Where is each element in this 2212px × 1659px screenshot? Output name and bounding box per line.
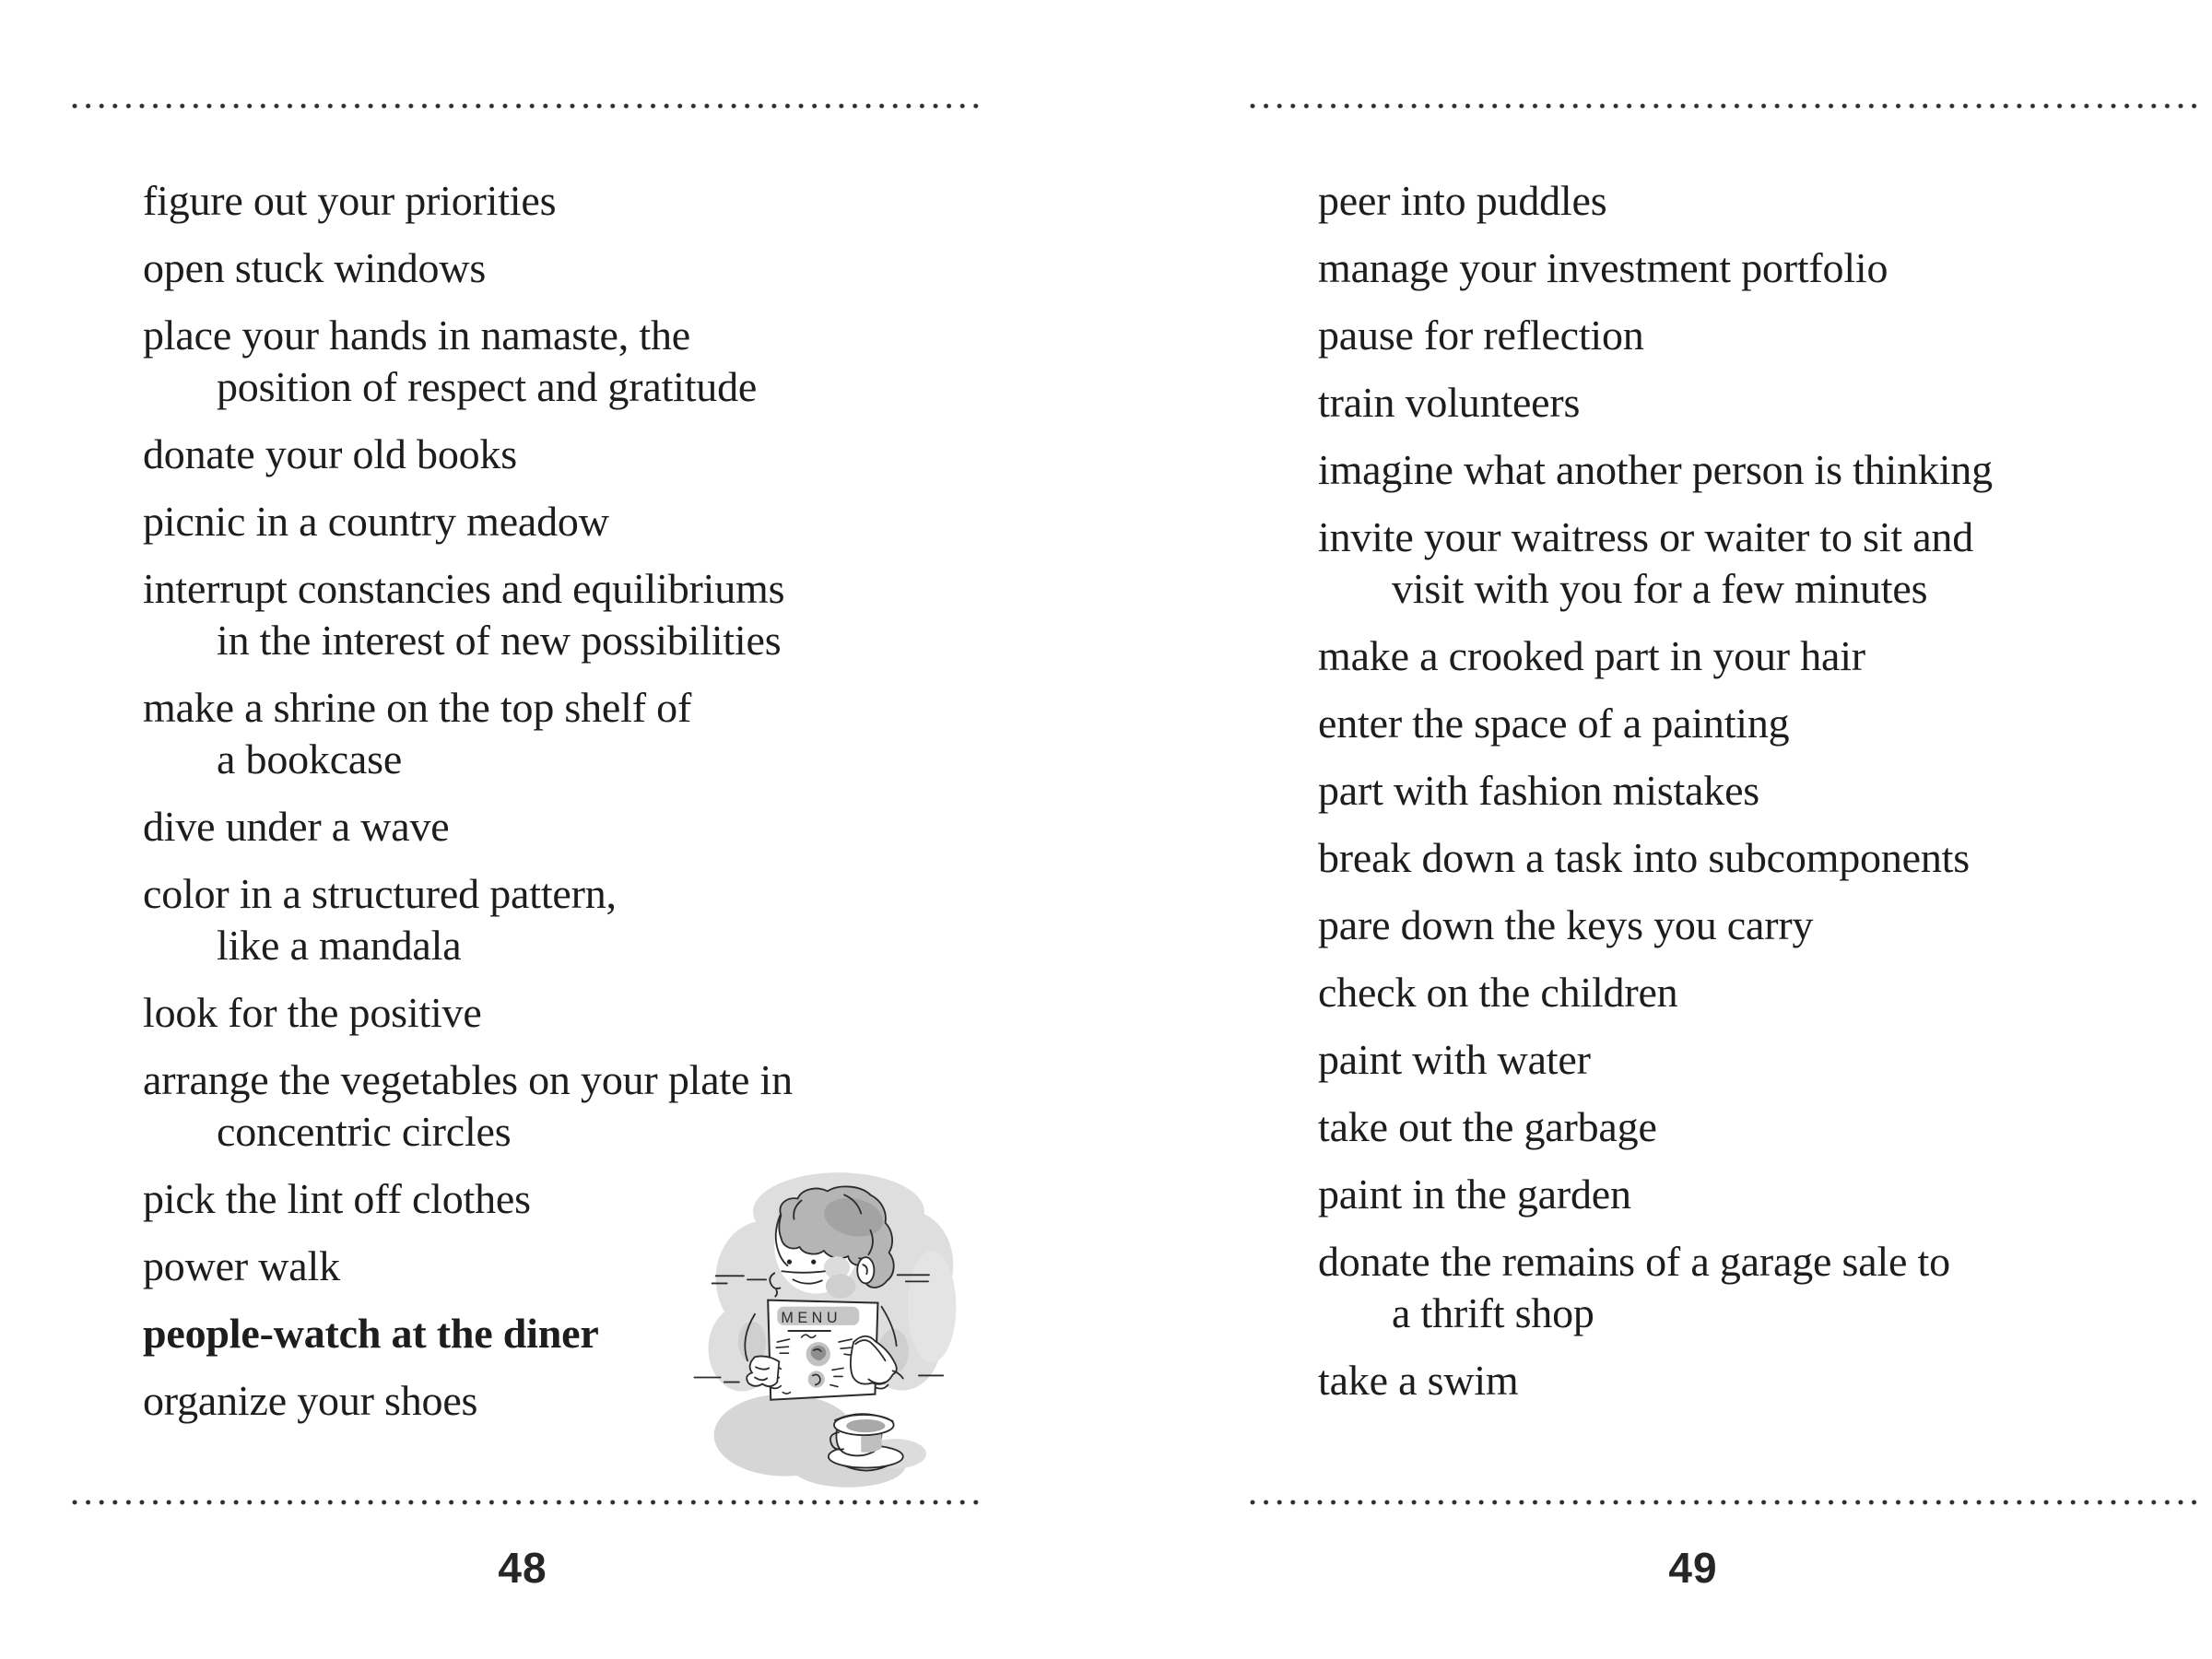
- item-line: make a shrine on the top shelf of: [143, 684, 692, 731]
- item-line: pause for reflection: [1318, 312, 1644, 359]
- item-line: dive under a wave: [143, 803, 450, 850]
- left-page-number: 48: [498, 1544, 547, 1592]
- item-line: invite your waitress or waiter to sit and: [1318, 513, 1974, 560]
- shadow-blobs: [714, 1394, 926, 1488]
- bottom-rule-right-page: [1250, 1500, 2199, 1505]
- right-page-number: 49: [1668, 1544, 1718, 1592]
- top-rule-right-page: [1250, 103, 2199, 109]
- item-line: check on the children: [1318, 969, 1678, 1016]
- list-item: [143, 1054, 1018, 1158]
- item-line: look for the positive: [143, 989, 482, 1036]
- list-item: [1318, 1101, 2212, 1153]
- item-line: take a swim: [1318, 1357, 1519, 1404]
- list-item: [1318, 1355, 2212, 1406]
- item-line: power walk: [143, 1242, 340, 1289]
- item-line: interrupt constancies and equilibriums: [143, 565, 785, 612]
- item-line: donate your old books: [143, 430, 517, 477]
- list-item: [143, 987, 1018, 1039]
- item-line-continuation: position of respect and gratitude: [217, 363, 758, 410]
- list-item: [143, 310, 1018, 413]
- item-line: organize your shoes: [143, 1377, 478, 1424]
- item-line: enter the space of a painting: [1318, 700, 1790, 747]
- list-item: [1318, 242, 2212, 294]
- item-line: picnic in a country meadow: [143, 498, 609, 545]
- item-line-continuation: like a mandala: [217, 922, 462, 969]
- item-line: people-watch at the diner: [143, 1310, 599, 1357]
- item-line: take out the garbage: [1318, 1103, 1657, 1150]
- top-rule-left-page: [72, 103, 981, 109]
- list-item: [1318, 1034, 2212, 1086]
- list-item: [1318, 698, 2212, 749]
- item-line: pick the lint off clothes: [143, 1175, 531, 1222]
- list-item: [143, 682, 1018, 785]
- list-item: [143, 563, 1018, 666]
- list-item: [1318, 765, 2212, 817]
- list-item: [1318, 1236, 2212, 1339]
- list-item: [143, 868, 1018, 971]
- item-line: color in a structured pattern,: [143, 870, 617, 917]
- list-item: [1318, 832, 2212, 884]
- right-page-list: [1318, 175, 2212, 1422]
- item-line: pare down the keys you carry: [1318, 901, 1814, 948]
- item-line: place your hands in namaste, the: [143, 312, 690, 359]
- list-item: [143, 429, 1018, 480]
- item-line: manage your investment portfolio: [1318, 244, 1888, 291]
- list-item: [143, 242, 1018, 294]
- item-line: part with fashion mistakes: [1318, 767, 1759, 814]
- item-line-continuation: visit with you for a few minutes: [1392, 565, 1928, 612]
- item-line: donate the remains of a garage sale to: [1318, 1238, 1950, 1285]
- item-line: break down a task into subcomponents: [1318, 834, 1970, 881]
- item-line: make a crooked part in your hair: [1318, 632, 1865, 679]
- list-item: [1318, 967, 2212, 1018]
- list-item: [1318, 175, 2212, 227]
- list-item: [143, 496, 1018, 547]
- item-line-continuation: in the interest of new possibilities: [217, 617, 782, 664]
- menu-text: MENU: [781, 1309, 842, 1326]
- item-line-continuation: a thrift shop: [1392, 1289, 1594, 1336]
- list-item: [1318, 630, 2212, 682]
- diner-illustration: [662, 1158, 1016, 1512]
- item-line: train volunteers: [1318, 379, 1581, 426]
- list-item: [1318, 512, 2212, 615]
- list-item: [1318, 377, 2212, 429]
- list-item: [1318, 900, 2212, 951]
- item-line: open stuck windows: [143, 244, 487, 291]
- item-line: paint in the garden: [1318, 1171, 1631, 1218]
- list-item: [1318, 1169, 2212, 1220]
- item-line-continuation: concentric circles: [217, 1108, 512, 1155]
- item-line: figure out your priorities: [143, 177, 557, 224]
- list-item: [1318, 310, 2212, 361]
- item-line: arrange the vegetables on your plate in: [143, 1056, 793, 1103]
- list-item: [1318, 444, 2212, 496]
- item-line: imagine what another person is thinking: [1318, 446, 1993, 493]
- item-line: paint with water: [1318, 1036, 1591, 1083]
- list-item: [143, 801, 1018, 853]
- item-line-continuation: a bookcase: [217, 735, 403, 782]
- list-item: [143, 175, 1018, 227]
- item-line: peer into puddles: [1318, 177, 1607, 224]
